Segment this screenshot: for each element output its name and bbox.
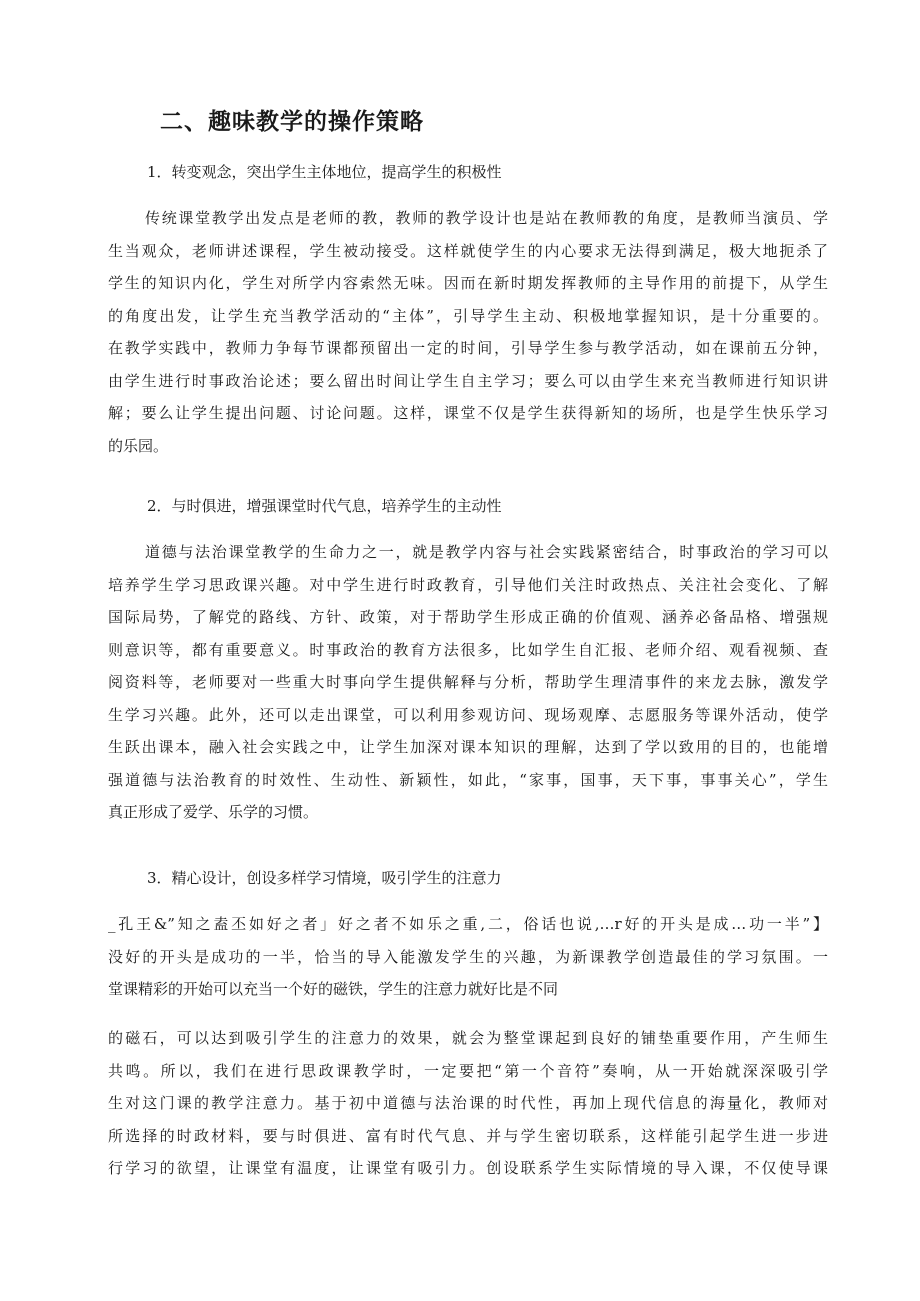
paragraph-line: 生对这门课的教学注意力。基于初中道德与法治课的时代性，再加上现代信息的海量化，教师对 (108, 1094, 828, 1112)
paragraph-line: 由学生进行时事政治论述；要么留出时间让学生自主学习；要么可以由学生来充当教师进行知识讲 (108, 371, 828, 390)
paragraph-3 (108, 908, 828, 1006)
section-heading: 二、趣味教学的操作策略 (160, 109, 424, 135)
paragraph-line: 传统课堂教学出发点是老师的教，教师的教学设计也是站在教师教的角度，是教师当演员、学 (145, 209, 828, 227)
paragraph-line: 共鸣。所以，我们在进行思政课教学时，一定要把“第一个音符”奏响，从一开始就深深吸引学 (108, 1061, 828, 1080)
paragraph-line: 行学习的欲望，让课堂有温度，让课堂有吸引力。创设联系学生实际情境的导入课，不仅使导课 (108, 1159, 828, 1177)
paragraph-line: 所选择的时政材料，要与时俱进、富有时代气息、并与学生密切联系，这样能引起学生进一步进 (108, 1126, 828, 1145)
paragraph-line: 培养学生学习思政课兴趣。对中学生进行时政教育，引导他们关注时政热点、关注社会变化、了解 (108, 575, 828, 594)
paragraph-2 (108, 536, 828, 829)
subsection-title-1: 1．转变观念，突出学生主体地位，提高学生的积极性 (147, 163, 502, 181)
paragraph-line: _孔王&”知之盍丕如好之者」好之者不如乐之重,二，俗话也说,…r好的开头是成…功一半”】 (108, 915, 828, 933)
paragraph-3-continuation (108, 1022, 828, 1185)
paragraph-line: 学生的知识内化，学生对所学内容索然无味。因而在新时期发挥教师的主导作用的前提下，从学生 (108, 274, 828, 292)
paragraph-line: 在教学实践中，教师力争每节课都预留出一定的时间，引导学生参与教学活动，如在课前五分钟， (108, 339, 828, 357)
paragraph-line: 强道德与法治教育的时效性、生动性、新颖性，如此，“家事，国事，天下事，事事关心”，学生 (108, 770, 828, 789)
subsection-title-2: 2．与时俱进，增强课堂时代气息，培养学生的主动性 (147, 497, 502, 515)
paragraph-line: 生跃出课本，融入社会实践之中，让学生加深对课本知识的理解，达到了学以致用的目的，也能增 (108, 738, 828, 756)
paragraph-line: 解；要么让学生提出问题、讨论问题。这样，课堂不仅是学生获得新知的场所，也是学生快乐学习 (108, 404, 828, 422)
paragraph-line: 堂课精彩的开始可以充当一个好的磁铁，学生的注意力就好比是不同 (108, 980, 559, 998)
paragraph-line: 阅资料等，老师要对一些重大时事向学生提供解释与分析，帮助学生理清事件的来龙去脉，激发学 (108, 673, 828, 691)
paragraph-line: 没好的开头是成功的一半，恰当的导入能激发学生的兴趣，为新课教学创造最佳的学习氛围。一 (108, 947, 828, 966)
paragraph-line: 真正形成了爱学、乐学的习惯。 (108, 803, 319, 821)
paragraph-line: 国际局势，了解党的路线、方针、政策，对于帮助学生形成正确的价值观、涵养必备品格、增强规 (108, 608, 828, 626)
paragraph-line: 道德与法治课堂教学的生命力之一，就是教学内容与社会实践紧密结合，时事政治的学习可以 (145, 543, 828, 561)
paragraph-line: 的磁石，可以达到吸引学生的注意力的效果，就会为整堂课起到良好的铺垫重要作用，产生师生 (108, 1029, 828, 1047)
paragraph-line: 生当观众，老师讲述课程，学生被动接受。这样就使学生的内心要求无法得到满足，极大地扼杀了 (108, 241, 828, 260)
paragraph-1 (108, 202, 828, 462)
paragraph-line: 则意识等，都有重要意义。时事政治的教育方法很多，比如学生自汇报、老师介绍、观看视频、查 (108, 640, 828, 659)
paragraph-line: 生学习兴趣。此外，还可以走出课堂，可以利用参观访问、现场观摩、志愿服务等课外活动，使学 (108, 705, 828, 724)
paragraph-line: 的乐园。 (108, 436, 169, 455)
paragraph-line: 的角度出发，让学生充当教学活动的“主体”，引导学生主动、积极地掌握知识，是十分重要的。 (108, 306, 828, 325)
subsection-title-3: 3．精心设计，创设多样学习情境，吸引学生的注意力 (147, 869, 502, 887)
